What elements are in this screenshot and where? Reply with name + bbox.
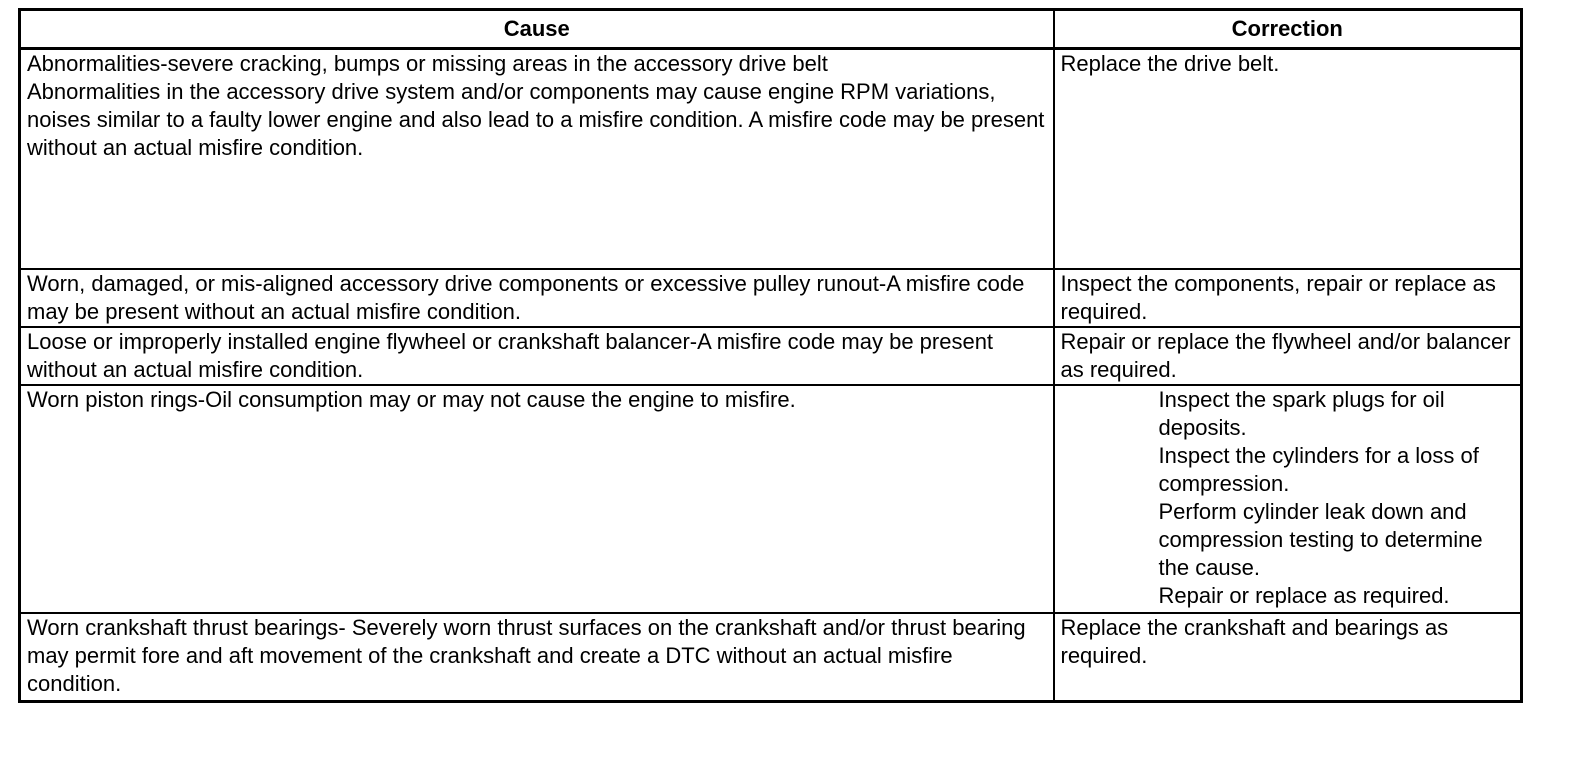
correction-text: Repair or replace the flywheel and/or balancer as required. — [1060, 329, 1511, 382]
correction-cell — [1054, 385, 1522, 613]
correction-text: Replace the crankshaft and bearings as required. — [1060, 615, 1449, 668]
correction-cell — [1054, 269, 1522, 327]
correction-step: Inspect the cylinders for a loss of compression. — [1158, 443, 1479, 496]
cause-cell — [20, 385, 1054, 613]
table-row — [20, 327, 1522, 385]
cause-cell — [20, 327, 1054, 385]
cause-cell — [20, 613, 1054, 702]
header-correction: Correction — [1054, 10, 1522, 49]
cause-text: Abnormalities in the accessory drive system and/or components may cause engine RPM variations, noises similar to a faulty lower engine and also lead to a misfire condition. A misfire code may be present without an actual misfire condition. — [27, 79, 1045, 160]
diagnostic-table — [18, 8, 1523, 703]
correction-cell — [1054, 613, 1522, 702]
cause-text: Worn crankshaft thrust bearings- Severely worn thrust surfaces on the crankshaft and/or thrust bearing may permit fore and aft movement of the crankshaft and create a DTC without an actual misfire condition. — [27, 615, 1026, 696]
cause-cell — [20, 49, 1054, 270]
header-row — [20, 10, 1522, 49]
cause-text: Worn, damaged, or mis-aligned accessory drive components or excessive pulley runout-A misfire code may be present without an actual misfire condition. — [27, 271, 1025, 324]
cause-text: Worn piston rings-Oil consumption may or may not cause the engine to misfire. — [27, 387, 796, 412]
cause-text: Loose or improperly installed engine flywheel or crankshaft balancer-A misfire code may be present without an actual misfire condition. — [27, 329, 994, 382]
cause-text: Abnormalities-severe cracking, bumps or missing areas in the accessory drive belt — [27, 51, 828, 76]
correction-cell — [1054, 327, 1522, 385]
correction-text: Inspect the components, repair or replace as required. — [1060, 271, 1496, 324]
table-row — [20, 385, 1522, 613]
table-row — [20, 49, 1522, 270]
header-cause: Cause — [20, 10, 1054, 49]
cause-cell — [20, 269, 1054, 327]
correction-cell — [1054, 49, 1522, 270]
table-row — [20, 613, 1522, 702]
correction-step: Repair or replace as required. — [1158, 583, 1450, 608]
correction-step: Inspect the spark plugs for oil deposits. — [1158, 387, 1445, 440]
correction-text: Replace the drive belt. — [1060, 51, 1280, 76]
correction-steps-list — [1061, 386, 1517, 610]
table-row — [20, 269, 1522, 327]
correction-step: Perform cylinder leak down and compression testing to determine the cause. — [1158, 499, 1483, 580]
